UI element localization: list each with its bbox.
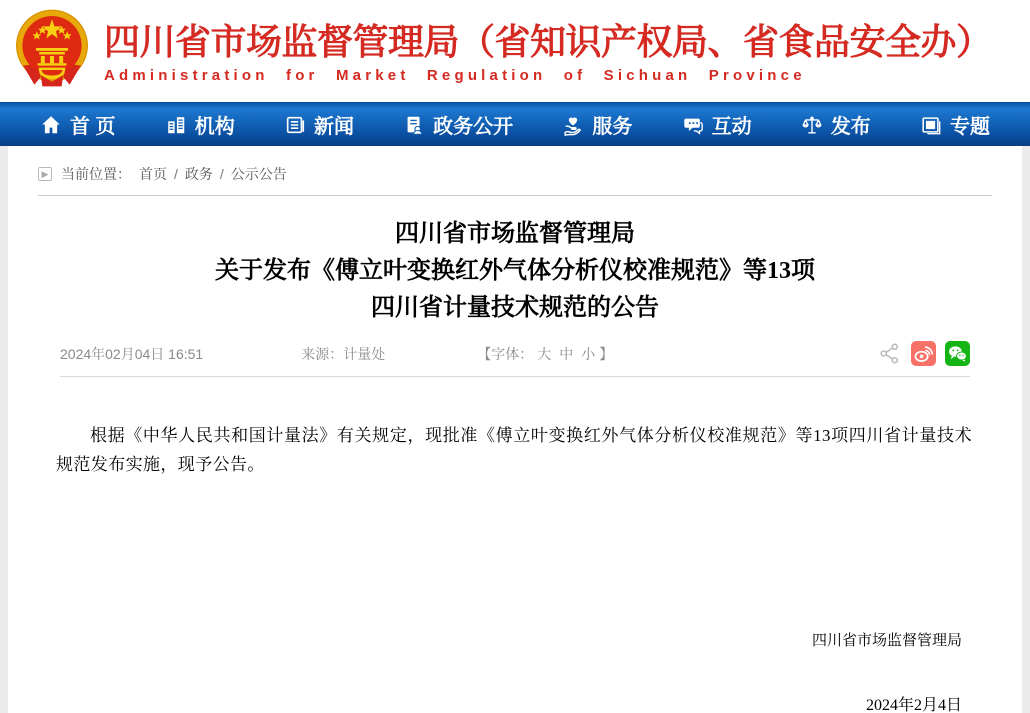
building-icon	[165, 114, 187, 136]
article-title-line3: 四川省计量技术规范的公告	[371, 295, 659, 321]
national-emblem-icon	[12, 8, 92, 96]
article-title-line1: 四川省市场监督管理局	[395, 221, 635, 247]
font-size-suffix: 】	[599, 345, 614, 362]
main-nav	[0, 102, 1030, 146]
nav-item-interact[interactable]	[682, 110, 752, 139]
breadcrumb-label: 当前位置：	[61, 166, 131, 182]
breadcrumb-item-gov[interactable]: 政务	[184, 166, 213, 182]
share-buttons	[877, 341, 970, 366]
site-header	[0, 0, 1030, 102]
breadcrumb-item-notices[interactable]: 公示公告	[230, 166, 287, 182]
font-size-small-button[interactable]: 小	[581, 345, 596, 362]
breadcrumb-separator: /	[219, 166, 224, 182]
topics-window-icon	[920, 114, 942, 136]
font-size-control	[477, 344, 613, 364]
nav-item-label: 机构	[194, 116, 235, 138]
nav-item-release[interactable]	[801, 110, 871, 139]
font-size-prefix: 【字体：	[477, 345, 534, 362]
wechat-icon[interactable]	[945, 341, 970, 366]
article-title	[38, 216, 992, 327]
nav-item-label: 首 页	[70, 116, 116, 138]
nav-item-label: 新闻	[313, 116, 354, 138]
home-icon	[40, 114, 62, 136]
nav-item-label: 专题	[949, 116, 990, 138]
breadcrumb-arrow-icon: ▶	[38, 167, 52, 181]
news-icon	[284, 114, 306, 136]
article-signature-date: 2024年2月4日	[865, 697, 962, 713]
nav-item-org[interactable]	[165, 110, 235, 139]
share-link-icon[interactable]	[877, 341, 902, 366]
nav-item-news[interactable]	[284, 110, 354, 139]
article-body: 根据《中华人民共和国计量法》有关规定，现批准《傅立叶变换红外气体分析仪校准规范》等13项四川省计量技术规范发布实施，现予公告。	[56, 426, 972, 474]
article-signature: 四川省市场监督管理局	[811, 633, 962, 649]
article-title-line2: 关于发布《傅立叶变换红外气体分析仪校准规范》等13项	[215, 258, 815, 284]
nav-item-label: 政务公开	[433, 116, 514, 138]
site-subtitle-en: Administration for Market Regulation of Sichuan Province	[104, 67, 806, 84]
chat-bubbles-icon	[682, 114, 704, 136]
publish-date: 2024年02月04日 16:51	[60, 345, 204, 362]
header-titles	[104, 18, 992, 84]
nav-item-gov-info[interactable]	[403, 110, 513, 139]
site-title: 四川省市场监督管理局（省知识产权局、省食品安全办）	[104, 21, 992, 62]
nav-item-label: 发布	[830, 116, 871, 138]
breadcrumb-item-home[interactable]: 首页	[139, 166, 167, 182]
breadcrumb-separator: /	[174, 166, 178, 182]
service-heart-icon	[562, 114, 584, 136]
article-meta	[60, 341, 970, 377]
nav-item-label: 服务	[592, 116, 633, 138]
font-size-large-button[interactable]: 大	[537, 345, 552, 362]
weibo-icon[interactable]	[911, 341, 936, 366]
font-size-medium-button[interactable]: 中	[559, 345, 574, 362]
nav-item-label: 互动	[711, 116, 752, 138]
nav-item-topics[interactable]	[920, 110, 990, 139]
breadcrumb	[38, 146, 992, 196]
gov-info-icon	[403, 114, 425, 136]
article-source: 来源：计量处	[301, 345, 386, 362]
content-area	[8, 146, 1022, 713]
nav-item-home[interactable]	[40, 110, 116, 139]
nav-item-service[interactable]	[562, 110, 632, 139]
scales-icon	[801, 114, 823, 136]
